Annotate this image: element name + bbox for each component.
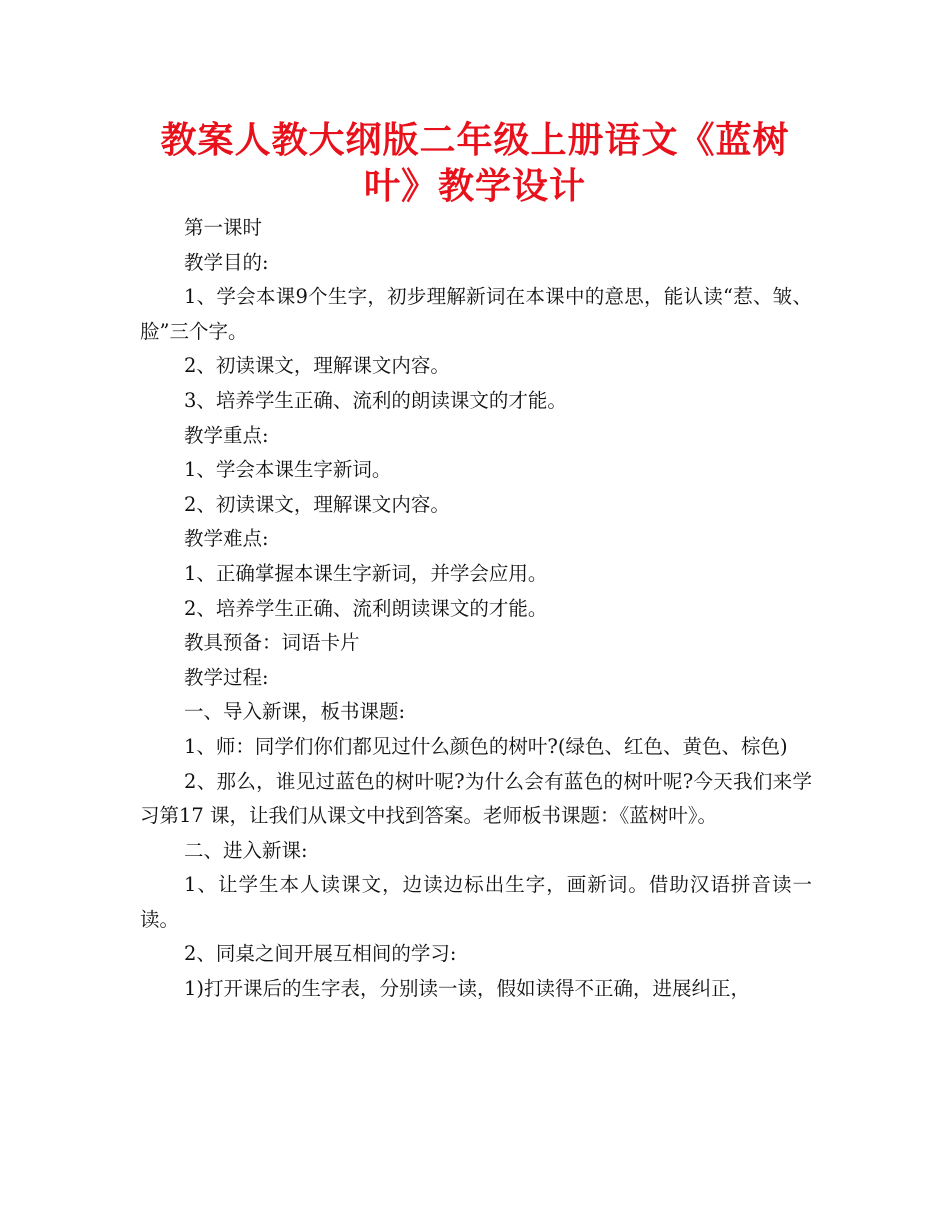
paragraph: 1、正确掌握本课生字新词，并学会应用。 — [184, 561, 548, 585]
paragraph: 1、师：同学们你们都见过什么颜色的树叶?(绿色、红色、黄色、棕色) — [184, 734, 788, 758]
document-body — [140, 211, 812, 1007]
paragraph: 一、导入新课，板书课题: — [184, 700, 406, 724]
paragraph: 2、同桌之间开展互相间的学习: — [184, 942, 457, 966]
document-title — [140, 118, 810, 210]
paragraph: 2、培养学生正确、流利朗读课文的才能。 — [184, 596, 548, 620]
paragraph: 3、培养学生正确、流利的朗读课文的才能。 — [184, 388, 567, 412]
paragraph: 教学目的: — [184, 250, 269, 274]
paragraph: 教学难点: — [184, 527, 269, 551]
paragraph: 二、进入新课: — [184, 838, 308, 862]
paragraph: 第一课时 — [184, 216, 263, 239]
paragraph: 教学过程: — [184, 665, 269, 689]
paragraph: 1、学会本课生字新词。 — [184, 458, 392, 482]
title-line-1: 教案人教大纲版二年级上册语文《蓝树 — [160, 120, 790, 161]
paragraph: 1、学会本课9个生字，初步理解新词在本课中的意思，能认读“惹、皱、脸”三个字。 — [140, 285, 812, 343]
paragraph: 2、初读课文，理解课文内容。 — [184, 354, 450, 378]
paragraph: 1、让学生本人读课文，边读边标出生字，画新词。借助汉语拼音读一读。 — [140, 873, 812, 931]
paragraph: 2、初读课文，理解课文内容。 — [184, 492, 450, 516]
paragraph: 1)打开课后的生字表，分别读一读，假如读得不正确，进展纠正， — [184, 977, 751, 1001]
title-line-2: 叶》教学设计 — [363, 166, 586, 207]
paragraph: 2、那么，谁见过蓝色的树叶呢?为什么会有蓝色的树叶呢?今天我们来学习第17 课，让我们从课文中找到答案。老师板书课题：《蓝树叶》。 — [140, 769, 812, 828]
paragraph: 教具预备：词语卡片 — [184, 631, 360, 655]
paragraph: 教学重点: — [184, 423, 269, 447]
